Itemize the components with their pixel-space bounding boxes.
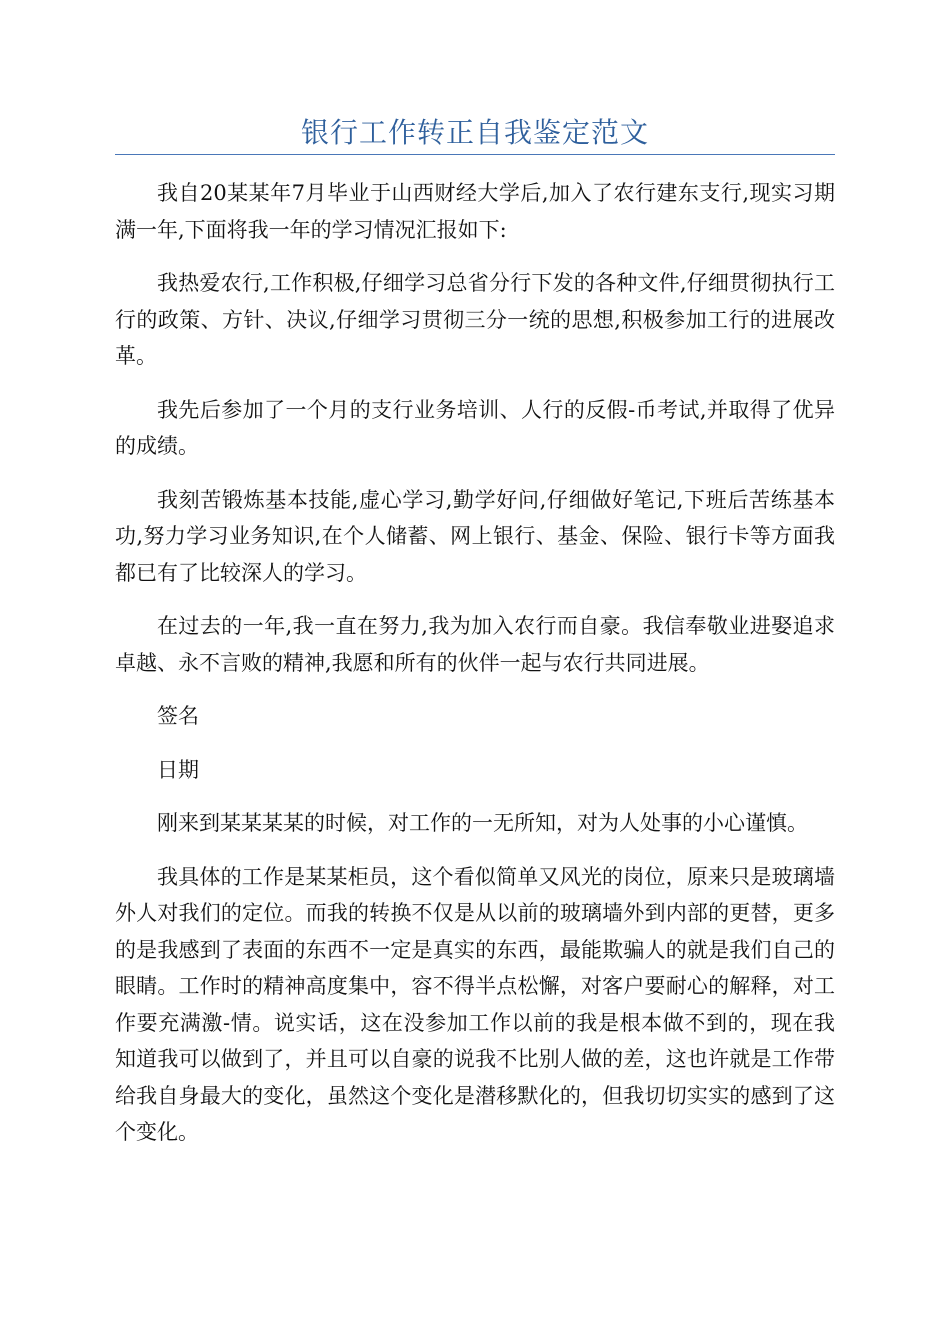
paragraph-skills: 我刻苦锻炼基本技能,虚心学习,勤学好问,仔细做好笔记,下班后苦练基本功,努力学习业务知识,在个人储蓄、网上银行、基金、保险、银行卡等方面我都已有了比较深人的学习。 [115, 487, 835, 585]
date-label: 日期 [157, 757, 199, 782]
title-underline [115, 154, 835, 155]
paragraph-summary: 在过去的一年,我一直在努力,我为加入农行而自豪。我信奉敬业进娶追求卓越、永不言败的精神,我愿和所有的伙伴一起与农行共同进展。 [115, 614, 835, 675]
paragraph-teller-work: 我具体的工作是某某柜员，这个看似简单又风光的岗位，原来只是玻璃墙外人对我们的定位。而我的转换不仅是从以前的玻璃墙外到内部的更替，更多的是我感到了表面的东西不一定是真实的东西，最能欺骗人的就是我们自己的眼睛。工作时的精神高度集中，容不得半点松懈，对客户要耐心的解释，对工作要充满激-情。说实话，这在没参加工作以前的我是根本做不到的，现在我知道我可以做到了，并且可以自豪的说我不比别人做的差，这也许就是工作带给我自身最大的变化，虽然这个变化是潜移默化的，但我切切实实的感到了这个变化。 [115, 864, 835, 1144]
paragraph-intro: 我自20某某年7月毕业于山西财经大学后,加入了农行建东支行,现实习期满一年,下面将我一年的学习情况汇报如下: [115, 181, 835, 242]
paragraph-arrival: 刚来到某某某某的时候，对工作的一无所知，对为人处事的小心谨慎。 [157, 811, 808, 835]
document-body [115, 175, 835, 1168]
document-title: 银行工作转正自我鉴定范文 [300, 116, 649, 149]
paragraph-attitude: 我热爱农行,工作积极,仔细学习总省分行下发的各种文件,仔细贯彻执行工行的政策、方针、决议,仔细学习贯彻三分一统的思想,积极参加工行的进展改革。 [115, 271, 835, 368]
paragraph-training: 我先后参加了一个月的支行业务培训、人行的反假-币考试,并取得了优异的成绩。 [115, 397, 835, 458]
signature-label: 签名 [157, 704, 199, 728]
